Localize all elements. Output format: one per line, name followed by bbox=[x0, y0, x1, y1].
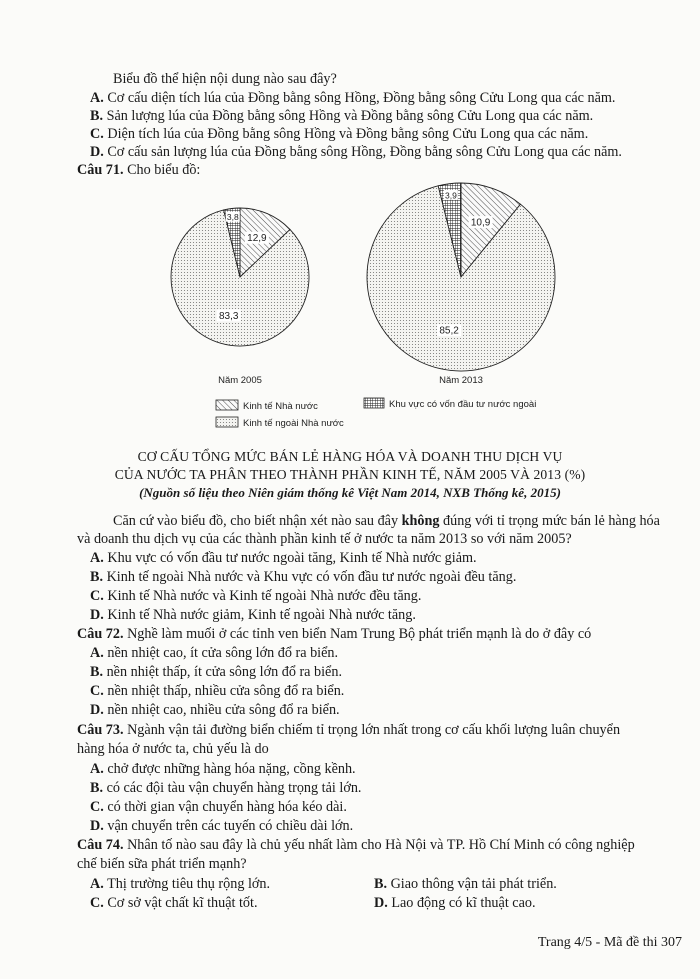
q74-heading bbox=[77, 836, 635, 854]
pie-0-year-label: Năm 2005 bbox=[218, 375, 262, 386]
option-letter: C. bbox=[90, 683, 104, 699]
question-label: Câu 73. bbox=[77, 722, 124, 738]
option-letter: D. bbox=[90, 144, 104, 160]
q74-text-line-2: chế biến sữa phát triển mạnh? bbox=[77, 856, 247, 872]
option-text: nền nhiệt thấp, ít cửa sông lớn đổ ra biển. bbox=[106, 664, 343, 680]
option-letter: D. bbox=[90, 607, 104, 623]
q70-option-b bbox=[90, 107, 593, 125]
option-text: Kinh tế Nhà nước giảm, Kinh tế ngoài Nhà nước tăng. bbox=[107, 607, 416, 623]
option-text: Lao động có kĩ thuật cao. bbox=[391, 895, 536, 911]
question-text: Nhân tố nào sau đây là chủ yếu nhất làm cho Hà Nội và TP. Hồ Chí Minh có công nghiệp bbox=[127, 837, 635, 853]
option-letter: B. bbox=[90, 664, 104, 680]
option-letter: C. bbox=[90, 895, 104, 911]
chart-source: (Nguồn số liệu theo Niên giám thống kê Việt Nam 2014, NXB Thống kê, 2015) bbox=[139, 485, 561, 500]
option-letter: D. bbox=[90, 818, 104, 834]
option-letter: A. bbox=[90, 550, 104, 566]
option-text: có các đội tàu vận chuyển hàng trọng tải lớn. bbox=[106, 780, 362, 796]
q72-option-d bbox=[90, 701, 340, 719]
q73-heading bbox=[77, 721, 620, 739]
q72-heading bbox=[77, 625, 591, 643]
option-text: Giao thông vận tải phát triển. bbox=[390, 876, 557, 892]
q74-option-d bbox=[374, 894, 536, 912]
option-letter: C. bbox=[90, 799, 104, 815]
legend-swatch-nonstate bbox=[216, 417, 238, 427]
option-text: Cơ cấu diện tích lúa của Đồng bằng sông Hồng, Đồng bằng sông Cửu Long qua các năm. bbox=[107, 90, 616, 106]
q73-option-b bbox=[90, 779, 361, 797]
q74-option-a bbox=[90, 875, 270, 893]
option-text: Thị trường tiêu thụ rộng lớn. bbox=[107, 876, 271, 892]
option-letter: A. bbox=[90, 90, 104, 106]
option-text: Kinh tế ngoài Nhà nước và Khu vực có vốn đầu tư nước ngoài đều tăng. bbox=[106, 569, 517, 585]
q73-option-a bbox=[90, 760, 356, 778]
option-text: Diện tích lúa của Đồng bằng sông Hồng và Đồng bằng sông Cửu Long qua các năm. bbox=[107, 126, 589, 142]
pie-chart-figure bbox=[0, 178, 700, 440]
pie-0-value-nonstate: 83,3 bbox=[218, 310, 239, 322]
question-text: Nghề làm muối ở các tỉnh ven biển Nam Trung Bộ phát triển mạnh là do ở đây có bbox=[127, 626, 592, 642]
chart-legend bbox=[216, 398, 536, 429]
q71-option-b bbox=[90, 568, 516, 586]
option-text: nền nhiệt cao, ít cửa sông lớn đổ ra biển. bbox=[107, 645, 339, 661]
option-text: vận chuyển trên các tuyến có chiều dài lớn. bbox=[107, 818, 354, 834]
stem-part: đúng với tỉ trọng mức bán lẻ hàng hóa bbox=[439, 513, 660, 529]
q71-option-a bbox=[90, 549, 477, 567]
pie-1-year-label: Năm 2013 bbox=[439, 375, 483, 386]
page-footer: Trang 4/5 - Mã đề thi 307 bbox=[537, 935, 682, 950]
option-letter: A. bbox=[90, 645, 104, 661]
q73-text-line-2: hàng hóa ở nước ta, chủ yếu là do bbox=[77, 741, 269, 757]
q72-option-b bbox=[90, 663, 342, 681]
q74-option-c bbox=[90, 894, 258, 912]
q74-option-b bbox=[374, 875, 557, 893]
option-letter: B. bbox=[90, 569, 104, 585]
q71-option-c bbox=[90, 587, 421, 605]
option-letter: A. bbox=[90, 761, 104, 777]
q72-option-a bbox=[90, 644, 338, 662]
option-letter: D. bbox=[90, 702, 104, 718]
option-text: Cơ cấu sản lượng lúa của Đồng bằng sông Hồng, Đồng bằng sông Cửu Long qua các năm. bbox=[107, 144, 622, 160]
q71-stem-line-1 bbox=[113, 512, 660, 530]
question-text: Cho biểu đồ: bbox=[127, 162, 201, 178]
q73-option-c bbox=[90, 798, 347, 816]
legend-label-state: Kinh tế Nhà nước bbox=[243, 401, 318, 412]
chart-title-line-2: CỦA NƯỚC TA PHÂN THEO THÀNH PHẦN KINH TẾ, NĂM 2005 VÀ 2013 (%) bbox=[114, 467, 586, 482]
stem-emphasis: không bbox=[401, 513, 440, 529]
option-letter: C. bbox=[90, 588, 104, 604]
option-letter: B. bbox=[90, 108, 104, 124]
q70-option-d bbox=[90, 143, 622, 161]
q70-stem: Biểu đồ thể hiện nội dung nào sau đây? bbox=[113, 71, 337, 87]
option-letter: C. bbox=[90, 126, 104, 142]
option-text: Kinh tế Nhà nước và Kinh tế ngoài Nhà nước đều tăng. bbox=[107, 588, 422, 604]
option-text: có thời gian vận chuyển hàng hóa kéo dài. bbox=[107, 799, 347, 815]
pie-1-value-nonstate: 85,2 bbox=[439, 325, 459, 337]
pie-chart-svg bbox=[0, 178, 700, 440]
option-letter: B. bbox=[90, 780, 104, 796]
question-label: Câu 74. bbox=[77, 837, 124, 853]
q70-option-a bbox=[90, 89, 615, 107]
q71-stem-line-2: và doanh thu dịch vụ của các thành phần kinh tế ở nước ta năm 2013 so với năm 2005? bbox=[77, 531, 572, 547]
q71-heading bbox=[77, 161, 200, 179]
pie-1-value-state: 10,9 bbox=[470, 217, 491, 229]
question-label: Câu 72. bbox=[77, 626, 124, 642]
stem-part: Căn cứ vào biểu đồ, cho biết nhận xét nào sau đây bbox=[113, 513, 402, 529]
pie-1-value-foreign: 3,9 bbox=[444, 190, 457, 201]
pie-0-value-state: 12,9 bbox=[247, 233, 267, 245]
question-text: Ngành vận tải đường biển chiếm tỉ trọng lớn nhất trong cơ cấu khối lượng luân chuyển bbox=[127, 722, 621, 738]
option-text: Cơ sở vật chất kĩ thuật tốt. bbox=[107, 895, 258, 911]
legend-swatch-foreign bbox=[364, 398, 384, 408]
chart-title-line-1: CƠ CẤU TỔNG MỨC BÁN LẺ HÀNG HÓA VÀ DOANH THU DỊCH VỤ bbox=[137, 449, 563, 464]
option-text: Khu vực có vốn đầu tư nước ngoài tăng, Kinh tế Nhà nước giảm. bbox=[107, 550, 477, 566]
option-text: nền nhiệt cao, nhiều cửa sông đổ ra biển. bbox=[107, 702, 340, 718]
q73-option-d bbox=[90, 817, 353, 835]
q71-option-d bbox=[90, 606, 416, 624]
pie-0-value-foreign: 3,8 bbox=[226, 212, 239, 223]
option-text: Sản lượng lúa của Đồng bằng sông Hồng và Đồng bằng sông Cửu Long qua các năm. bbox=[106, 108, 594, 124]
option-text: chở được những hàng hóa nặng, cồng kềnh. bbox=[107, 761, 356, 777]
option-text: nền nhiệt thấp, nhiều cửa sông đổ ra biển. bbox=[107, 683, 345, 699]
legend-label-foreign: Khu vực có vốn đầu tư nước ngoài bbox=[389, 399, 537, 410]
q72-option-c bbox=[90, 682, 344, 700]
legend-label-nonstate: Kinh tế ngoài Nhà nước bbox=[243, 418, 344, 429]
q70-option-c bbox=[90, 125, 588, 143]
question-label: Câu 71. bbox=[77, 162, 124, 178]
option-letter: D. bbox=[374, 895, 388, 911]
legend-swatch-state bbox=[216, 400, 238, 410]
option-letter: B. bbox=[374, 876, 388, 892]
option-letter: A. bbox=[90, 876, 104, 892]
